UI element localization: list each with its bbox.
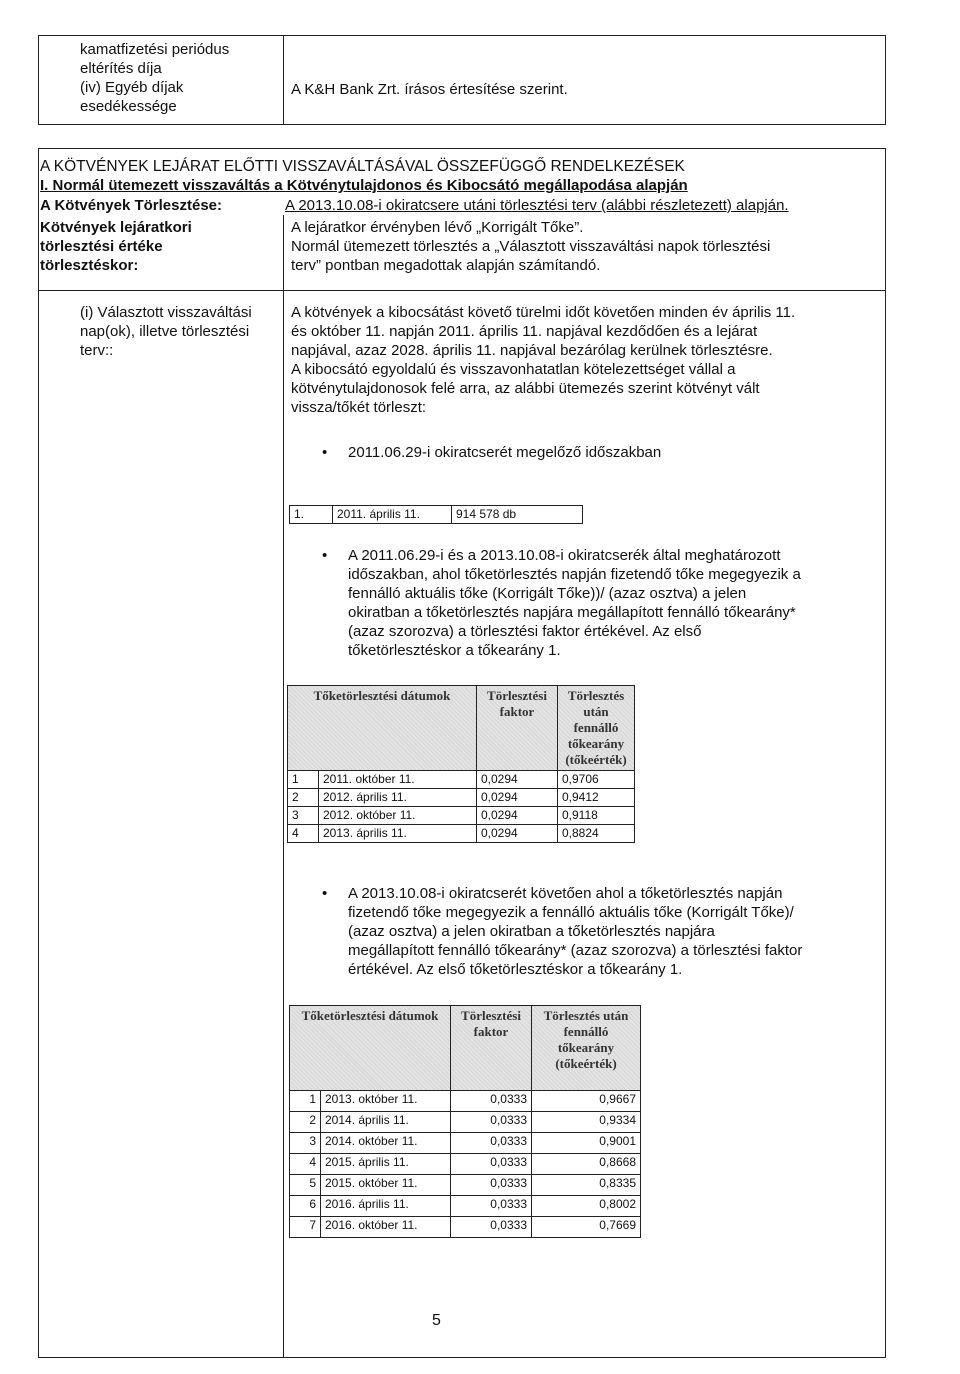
table-row <box>290 506 583 524</box>
section-border-bottom <box>38 1357 886 1358</box>
cell-remaining: 0,7669 <box>532 1217 641 1238</box>
row1-value: A 2013.10.08-i okiratcsere utáni törlesztési terv (alábbi részletezett) alapján. <box>285 197 789 214</box>
row2-value <box>291 218 876 275</box>
cell-factor: 0,0333 <box>451 1112 532 1133</box>
bullet2-line-1: • A 2011.06.29-i és a 2013.10.08-i okiratcserék által meghatározott <box>348 546 801 565</box>
row3-value-line-4: A kibocsátó egyoldalú és visszavonhatatlan kötelezettséget vállal a <box>291 361 736 378</box>
bullet2-line-5: (azaz szorozva) a törlesztési faktor értékével. Az első <box>348 623 702 640</box>
cell-factor: 0,0294 <box>477 789 558 807</box>
cell-date: 2014. október 11. <box>321 1133 451 1154</box>
small-cell-index: 1. <box>290 506 333 524</box>
top-table-left-cell <box>80 40 229 116</box>
top-table-border-mid <box>283 35 284 125</box>
cell-date: 2016. október 11. <box>321 1217 451 1238</box>
th-factor: Törlesztési faktor <box>451 1006 532 1091</box>
repayment-table-2011-2013 <box>287 685 635 843</box>
top-table-border-left <box>38 35 39 125</box>
bullet-post-2013 <box>348 884 802 979</box>
row2-label-line-3: törlesztéskor: <box>40 257 139 274</box>
cell-remaining: 0,9118 <box>558 807 635 825</box>
row2-value-line-1: A lejáratkor érvényben lévő „Korrigált Tőke”. <box>291 219 584 236</box>
section-heading: A KÖTVÉNYEK LEJÁRAT ELŐTTI VISSZAVÁLTÁSÁVAL ÖSSZEFÜGGŐ RENDELKEZÉSEK <box>40 158 685 175</box>
cell-remaining: 0,8002 <box>532 1196 641 1217</box>
cell-date: 2016. április 11. <box>321 1196 451 1217</box>
section-border-top <box>38 148 886 149</box>
bullet-2011-2013 <box>348 546 801 660</box>
cell-remaining: 0,8335 <box>532 1175 641 1196</box>
row2-label-line-2: törlesztési értéke <box>40 238 163 255</box>
bullet3-line-1: • A 2013.10.08-i okiratcserét követően ahol a tőketörlesztés napján <box>348 884 802 903</box>
row3-label <box>80 303 252 360</box>
top-left-line-1: kamatfizetési periódus <box>80 41 230 58</box>
cell-factor: 0,0294 <box>477 807 558 825</box>
row2-label-line-1: Kötvények lejáratkori <box>40 219 192 236</box>
cell-remaining: 0,8668 <box>532 1154 641 1175</box>
row2-label <box>40 218 192 275</box>
table-row <box>290 1175 641 1196</box>
table-row <box>290 1154 641 1175</box>
row2-value-line-2: Normál ütemezett törlesztés a „Választott visszaváltási napok törlesztési <box>291 238 771 255</box>
cell-remaining: 0,9001 <box>532 1133 641 1154</box>
row2-divider <box>38 290 886 291</box>
cell-index: 2 <box>288 789 319 807</box>
top-table-border-top <box>38 35 886 36</box>
table-row <box>288 771 635 789</box>
cell-date: 2014. április 11. <box>321 1112 451 1133</box>
th-remaining: Törlesztés után fennálló tőkearány (tőkeérték) <box>558 686 635 771</box>
cell-date: 2011. október 11. <box>319 771 477 789</box>
bullet2-line-2: időszakban, ahol tőketörlesztés napján fizetendő tőke megegyezik a <box>348 566 801 583</box>
cell-index: 3 <box>288 807 319 825</box>
table-row <box>290 1133 641 1154</box>
row3-label-line-2: nap(ok), illetve törlesztési <box>80 323 250 340</box>
row3-label-line-3: terv:: <box>80 342 114 359</box>
cell-date: 2013. október 11. <box>321 1091 451 1112</box>
cell-index: 5 <box>290 1175 321 1196</box>
cell-factor: 0,0333 <box>451 1091 532 1112</box>
bullet-pre-2011: • 2011.06.29-i okiratcserét megelőző időszakban <box>348 443 661 462</box>
cell-factor: 0,0294 <box>477 825 558 843</box>
th-dates: Tőketörlesztési dátumok <box>288 686 477 771</box>
table-row <box>290 1217 641 1238</box>
cell-factor: 0,0333 <box>451 1154 532 1175</box>
cell-index: 4 <box>290 1154 321 1175</box>
cell-date: 2012. április 11. <box>319 789 477 807</box>
cell-date: 2015. április 11. <box>321 1154 451 1175</box>
row2-value-line-3: terv” pontban megadottak alapján számítandó. <box>291 257 601 274</box>
section-border-right <box>885 148 886 1358</box>
repayment-table-post-2013 <box>289 1005 641 1238</box>
cell-factor: 0,0333 <box>451 1196 532 1217</box>
th-factor: Törlesztési faktor <box>477 686 558 771</box>
top-left-line-4: esedékessége <box>80 98 177 115</box>
cell-date: 2012. október 11. <box>319 807 477 825</box>
cell-factor: 0,0294 <box>477 771 558 789</box>
top-table-border-right <box>885 35 886 125</box>
cell-date: 2015. október 11. <box>321 1175 451 1196</box>
section-border-left <box>38 148 39 1358</box>
section-subheading: I. Normál ütemezett visszaváltás a Kötvénytulajdonos és Kibocsátó megállapodása alapján <box>40 177 688 194</box>
cell-remaining: 0,8824 <box>558 825 635 843</box>
cell-remaining: 0,9706 <box>558 771 635 789</box>
cell-remaining: 0,9334 <box>532 1112 641 1133</box>
cell-remaining: 0,9412 <box>558 789 635 807</box>
bullet3-line-2: fizetendő tőke megegyezik a fennálló aktuális tőke (Korrigált Tőke)/ <box>348 904 794 921</box>
cell-index: 1 <box>290 1091 321 1112</box>
cell-date: 2013. április 11. <box>319 825 477 843</box>
row3-value-line-3: napjával, azaz 2028. április 11. napjával bezárólag kerülnek törlesztésre. <box>291 342 773 359</box>
issued-quantity-table <box>289 505 583 524</box>
row3-value <box>291 303 795 417</box>
row1-label: A Kötvények Törlesztése: <box>40 197 223 214</box>
small-cell-quantity: 914 578 db <box>452 506 583 524</box>
bullet3-line-4: megállapított fennálló tőkearány* (azaz szorozva) a törlesztési faktor <box>348 942 803 959</box>
row-divider <box>283 215 284 1358</box>
table-row <box>290 1196 641 1217</box>
cell-index: 4 <box>288 825 319 843</box>
cell-factor: 0,0333 <box>451 1133 532 1154</box>
bullet2-line-3: fennálló aktuális tőke (Korrigált Tőke))/ (azaz osztva) a jelen <box>348 585 747 602</box>
table-row <box>288 789 635 807</box>
table-header-row <box>290 1006 641 1091</box>
cell-index: 6 <box>290 1196 321 1217</box>
top-table-border-bottom <box>38 124 886 125</box>
row3-label-line-1: (i) Választott visszaváltási <box>80 304 252 321</box>
cell-index: 2 <box>290 1112 321 1133</box>
th-remaining: Törlesztés után fennálló tőkearány (tőkeérték) <box>532 1006 641 1091</box>
page-number: 5 <box>432 1312 441 1329</box>
bullet3-line-5: értékével. Az első tőketörlesztéskor a tőkearány 1. <box>348 961 683 978</box>
cell-factor: 0,0333 <box>451 1217 532 1238</box>
th-dates: Tőketörlesztési dátumok <box>290 1006 451 1091</box>
cell-index: 7 <box>290 1217 321 1238</box>
top-left-line-2: eltérítés díja <box>80 60 162 77</box>
table-row <box>288 807 635 825</box>
row3-value-line-1: A kötvények a kibocsátást követő türelmi időt követően minden év április 11. <box>291 304 796 321</box>
bullet2-line-4: okiratban a tőketörlesztés napjára megállapított fennálló tőkearány* <box>348 604 796 621</box>
row3-value-line-2: és október 11. napján 2011. április 11. napjával kezdődően és a lejárat <box>291 323 758 340</box>
top-right-cell-text: A K&H Bank Zrt. írásos értesítése szerint. <box>291 81 568 98</box>
row3-value-line-6: vissza/tőkét törleszt: <box>291 399 427 416</box>
cell-remaining: 0,9667 <box>532 1091 641 1112</box>
cell-index: 3 <box>290 1133 321 1154</box>
bullet3-line-3: (azaz osztva) a jelen okiratban a tőketörlesztés napjára <box>348 923 715 940</box>
cell-index: 1 <box>288 771 319 789</box>
bullet2-line-6: tőketörlesztéskor a tőkearány 1. <box>348 642 561 659</box>
table-row <box>288 825 635 843</box>
table-row <box>290 1112 641 1133</box>
table-header-row <box>288 686 635 771</box>
small-cell-date: 2011. április 11. <box>333 506 452 524</box>
table-row <box>290 1091 641 1112</box>
top-left-line-3: (iv) Egyéb díjak <box>80 79 184 96</box>
cell-factor: 0,0333 <box>451 1175 532 1196</box>
row3-value-line-5: kötvénytulajdonosok felé arra, az alábbi ütemezés szerint kötvényt vált <box>291 380 760 397</box>
